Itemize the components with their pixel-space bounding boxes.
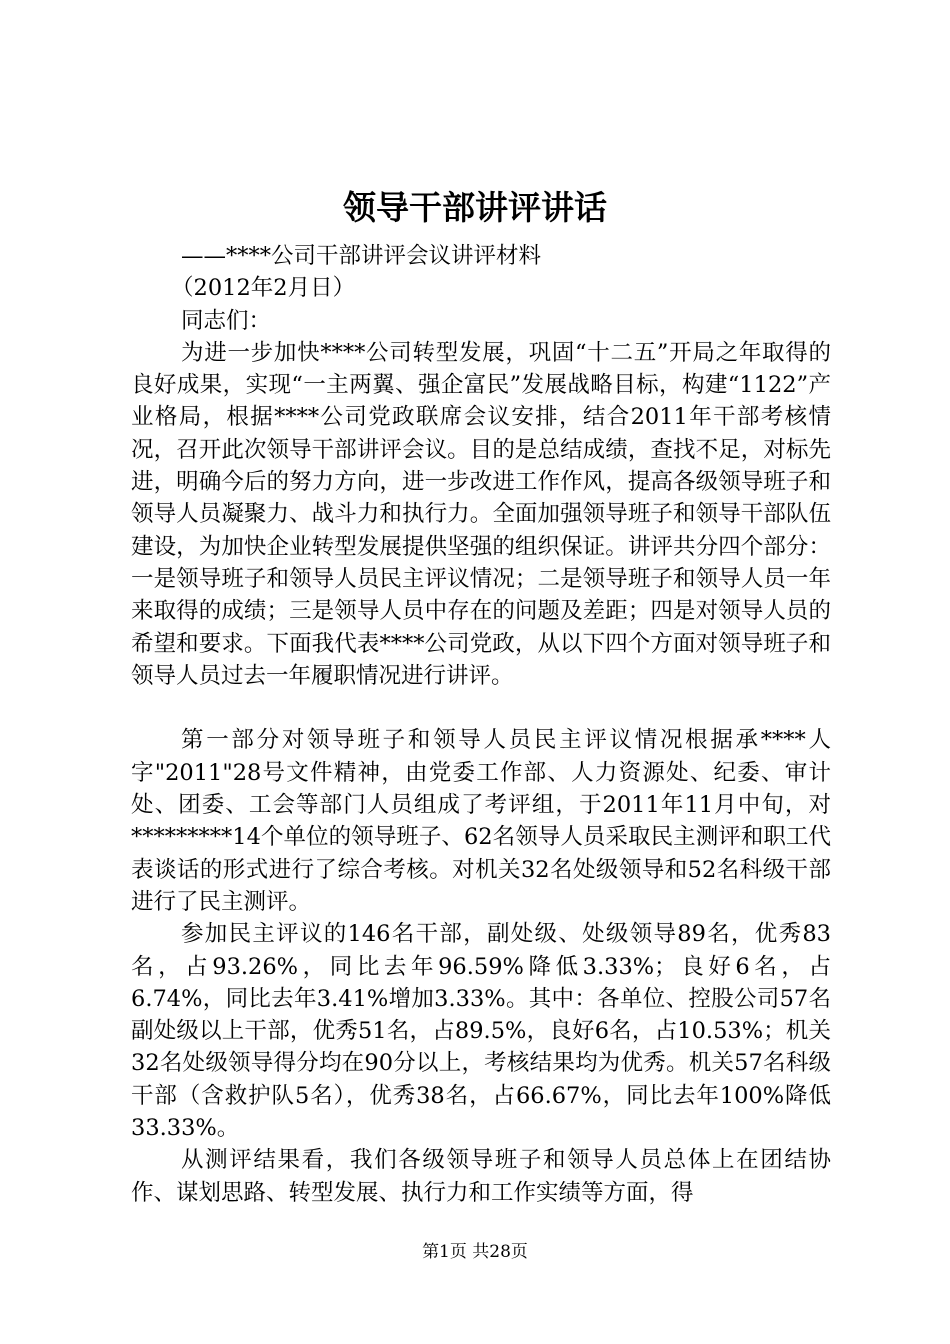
date-line: （2012年2月日） bbox=[171, 275, 356, 302]
salutation: 同志们： bbox=[181, 307, 272, 334]
paragraph-3: 参加民主评议的146名干部，副处级、处级领导89名，优秀83名，占93.26%，同比去年96.59%降低3.33%；良好6名，占6.74%，同比去年3.41%增加3.33%。其中：各单位、控股公司57名副处级以上干部，优秀51名，占89.5%，良好6名，占10.53%；机关32名处级领导得分均在90分以上，考核结果均为优秀。机关57名科级干部（含救护队5名），优秀38名，占66.67%，同比去年100%降低33.33%。 bbox=[131, 921, 831, 1142]
paragraph-4: 从测评结果看，我们各级领导班子和领导人员总体上在团结协作、谋划思路、转型发展、执行力和工作实绩等方面，得 bbox=[131, 1147, 831, 1206]
page-footer: 第1页 共28页 bbox=[422, 1242, 528, 1262]
subtitle: ——****公司干部讲评会议讲评材料 bbox=[181, 243, 542, 269]
document-body bbox=[131, 240, 831, 1209]
paragraph-gap bbox=[131, 692, 831, 724]
document-title: 领导干部讲评讲话 bbox=[343, 188, 607, 227]
paragraph-1: 为进一步加快****公司转型发展，巩固“十二五”开局之年取得的良好成果，实现“一主两翼、强企富民”发展战略目标，构建“1122”产业格局，根据****公司党政联席会议安排，结合2011年干部考核情况，召开此次领导干部讲评会议。目的是总结成绩，查找不足，对标先进，明确今后的努力方向，进一步改进工作作风，提高各级领导班子和领导人员凝聚力、战斗力和执行力。全面加强领导班子和领导干部队伍建设，为加快企业转型发展提供坚强的组织保证。讲评共分四个部分：一是领导班子和领导人员民主评议情况；二是领导班子和领导人员一年来取得的成绩；三是领导人员中存在的问题及差距；四是对领导人员的希望和要求。下面我代表****公司党政，从以下四个方面对领导班子和领导人员过去一年履职情况进行讲评。 bbox=[131, 339, 831, 689]
paragraph-2: 第一部分对领导班子和领导人员民主评议情况根据承****人字"2011"28号文件精神，由党委工作部、人力资源处、纪委、审计处、团委、工会等部门人员组成了考评组，于2011年11月中旬，对*********14个单位的领导班子、62名领导人员采取民主测评和职工代表谈话的形式进行了综合考核。对机关32名处级领导和52名科级干部进行了民主测评。 bbox=[131, 727, 831, 915]
